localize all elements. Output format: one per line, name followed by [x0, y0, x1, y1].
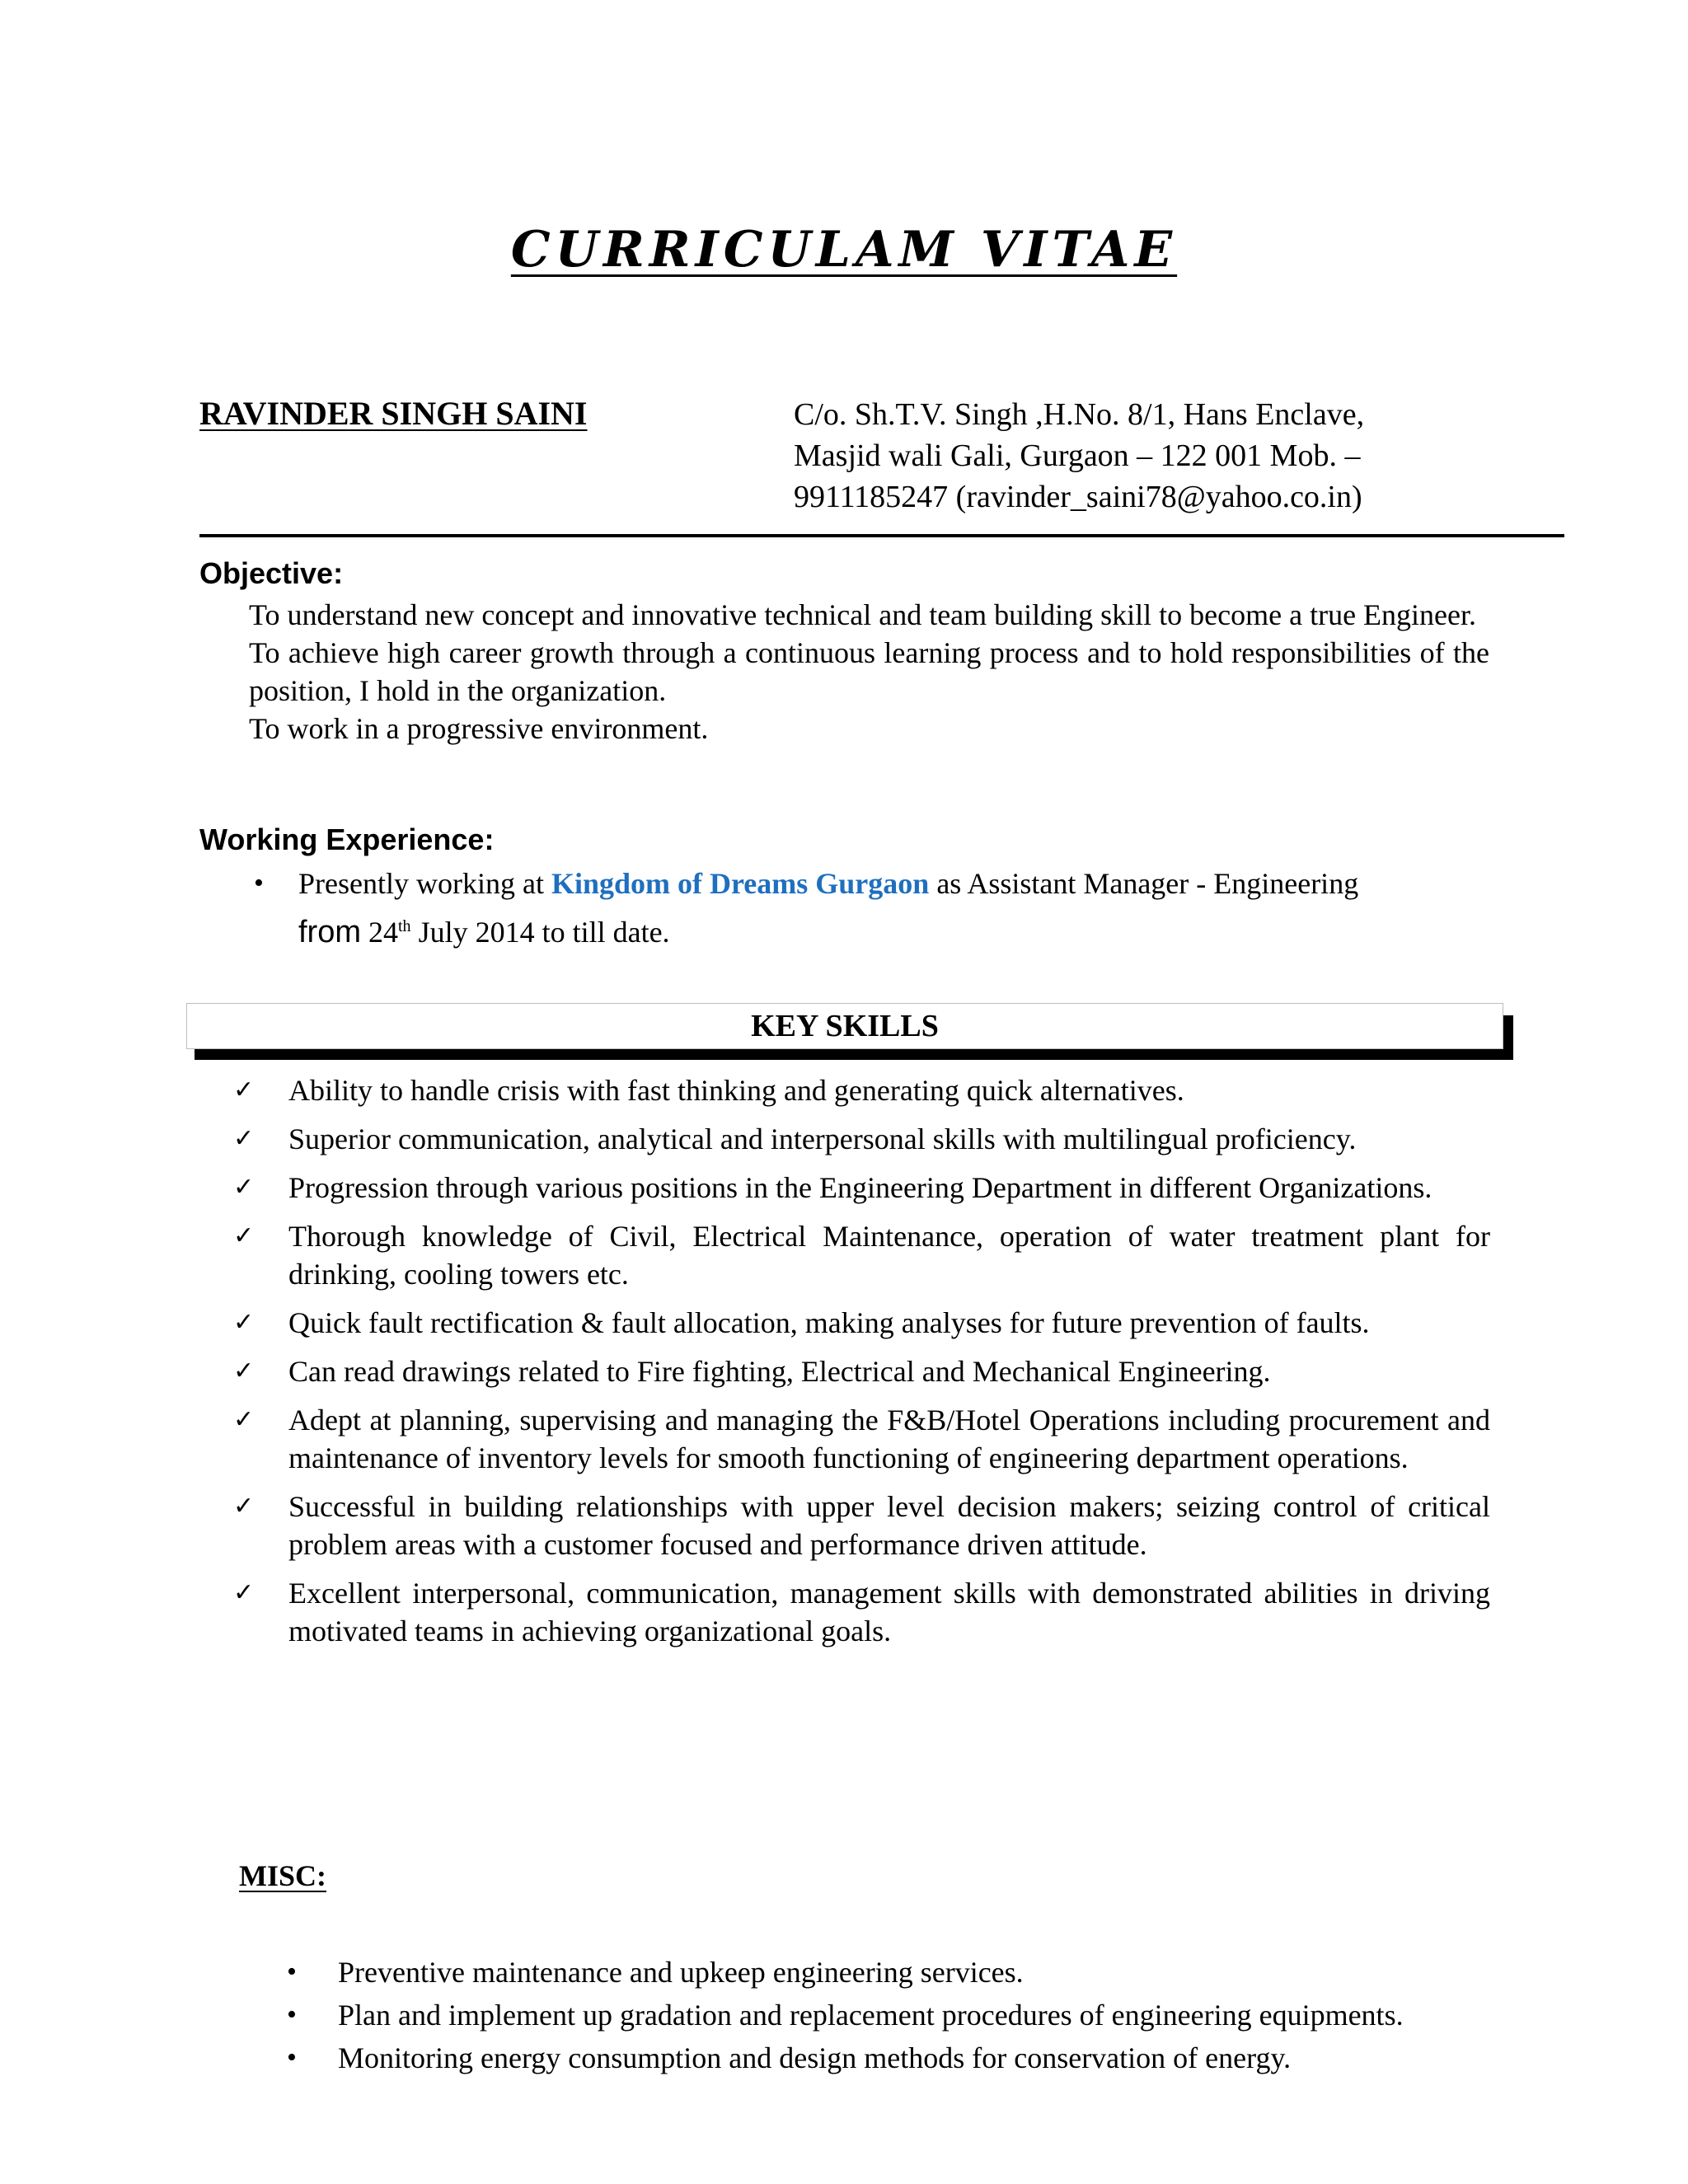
experience-prefix: Presently working at	[298, 867, 551, 900]
list-item	[233, 1120, 1490, 1158]
skill-text: Quick fault rectification & fault allocation, making analyses for future prevention of faults.	[288, 1306, 1370, 1339]
experience-role: as Assistant Manager - Engineering	[929, 867, 1359, 900]
list-item	[287, 2039, 1490, 2077]
company-name: Kingdom of Dreams Gurgaon	[551, 867, 930, 900]
list-item	[233, 1304, 1490, 1342]
objective-line: To work in a progressive environment.	[249, 712, 709, 745]
check-icon: ✓	[233, 1357, 255, 1385]
applicant-name: RAVINDER SINGH SAINI	[199, 395, 588, 432]
skill-text: Adept at planning, supervising and managing the F&B/Hotel Operations including procurement and maintenance of inventory levels for smooth functioning of engineering department operations.	[288, 1404, 1490, 1474]
check-icon: ✓	[233, 1405, 255, 1434]
misc-text: Preventive maintenance and upkeep engineering services.	[338, 1956, 1024, 1989]
key-skills-list	[233, 1071, 1490, 1661]
experience-item	[254, 862, 1490, 954]
list-item	[233, 1401, 1490, 1477]
list-item	[233, 1488, 1490, 1563]
check-icon: ✓	[233, 1221, 255, 1250]
document-title: CURRICULAM VITAE	[510, 221, 1178, 279]
experience-day: 24	[361, 916, 398, 949]
key-skills-heading: KEY SKILLS	[186, 1003, 1503, 1049]
bullet-icon: •	[254, 868, 264, 898]
contact-address	[794, 394, 1453, 518]
address-line: Masjid wali Gali, Gurgaon – 122 001 Mob. –	[794, 438, 1361, 473]
list-item	[233, 1071, 1490, 1109]
bullet-icon: •	[287, 2042, 297, 2073]
list-item	[233, 1574, 1490, 1650]
bullet-icon: •	[287, 1957, 297, 1987]
check-icon: ✓	[233, 1173, 255, 1202]
misc-list	[287, 1953, 1490, 2082]
header-divider	[199, 534, 1564, 537]
address-line: 9911185247 (ravinder_saini78@yahoo.co.in)	[794, 480, 1362, 514]
misc-text: Plan and implement up gradation and replacement procedures of engineering equipments.	[338, 1999, 1404, 2032]
experience-date: July 2014 to till date.	[410, 916, 670, 949]
skill-text: Successful in building relationships with upper level decision makers; seizing control of critical problem areas with a customer focused and performance driven attitude.	[288, 1490, 1490, 1561]
check-icon: ✓	[233, 1124, 255, 1153]
list-item	[287, 1996, 1490, 2034]
objective-text	[249, 596, 1489, 748]
skill-text: Excellent interpersonal, communication, management skills with demonstrated abilities in driving motivated teams in achieving organizational goals.	[288, 1577, 1490, 1647]
check-icon: ✓	[233, 1492, 255, 1521]
list-item	[233, 1217, 1490, 1293]
address-line: C/o. Sh.T.V. Singh ,H.No. 8/1, Hans Enclave,	[794, 397, 1365, 432]
skill-text: Superior communication, analytical and interpersonal skills with multilingual proficiency.	[288, 1122, 1357, 1155]
check-icon: ✓	[233, 1578, 255, 1607]
experience-heading: Working Experience:	[199, 823, 495, 856]
objective-heading: Objective:	[199, 556, 344, 590]
skill-text: Can read drawings related to Fire fighting, Electrical and Mechanical Engineering.	[288, 1355, 1271, 1388]
list-item	[233, 1352, 1490, 1390]
objective-line: To achieve high career growth through a continuous learning process and to hold responsibilities of the position, I hold in the organization.	[249, 636, 1489, 707]
misc-text: Monitoring energy consumption and design methods for conservation of energy.	[338, 2041, 1292, 2074]
skill-text: Ability to handle crisis with fast thinking and generating quick alternatives.	[288, 1074, 1184, 1107]
skill-text: Progression through various positions in the Engineering Department in different Organizations.	[288, 1171, 1432, 1204]
bullet-icon: •	[287, 1999, 297, 2030]
list-item	[233, 1169, 1490, 1207]
experience-day-suffix: th	[398, 917, 411, 935]
experience-from: from	[298, 915, 361, 949]
check-icon: ✓	[233, 1076, 255, 1104]
list-item	[287, 1953, 1490, 1991]
check-icon: ✓	[233, 1308, 255, 1337]
skill-text: Thorough knowledge of Civil, Electrical Maintenance, operation of water treatment plant for drinking, cooling towers etc.	[288, 1220, 1490, 1291]
objective-line: To understand new concept and innovative technical and team building skill to become a true Engineer.	[249, 598, 1477, 631]
misc-heading: MISC:	[239, 1859, 326, 1892]
